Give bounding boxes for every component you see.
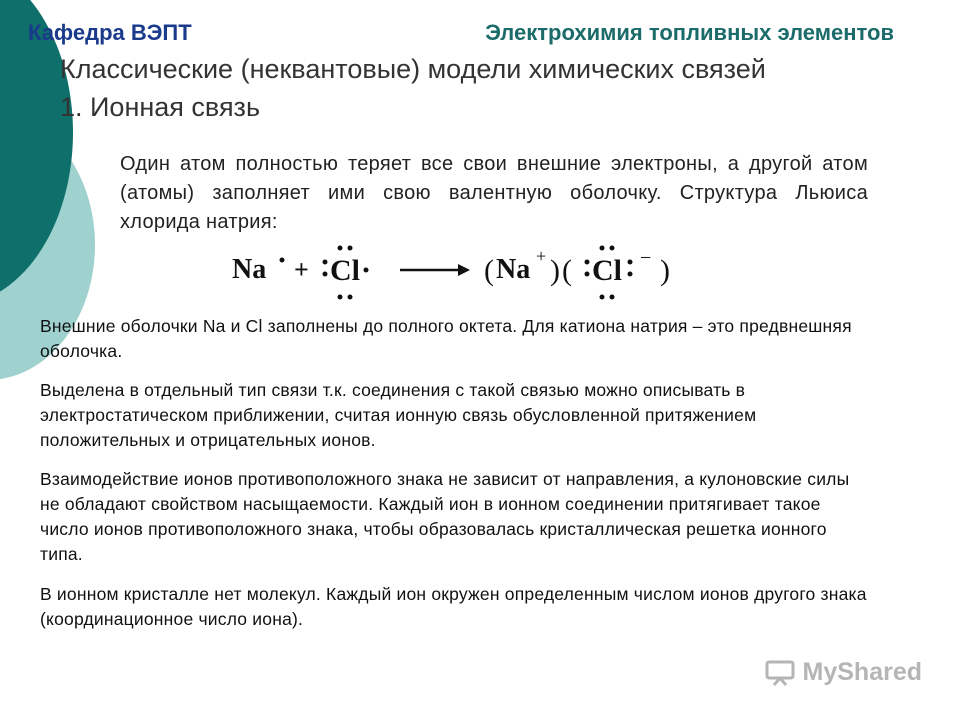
watermark-text: MyShared [802, 658, 922, 686]
na-ion-charge: + [536, 246, 547, 266]
paragraph: Внешние оболочки Na и Cl заполнены до полного октета. Для катиона натрия – это предвнешняя оболочка. [40, 316, 852, 361]
na-ion-symbol: Na [496, 254, 531, 285]
intro-text: Один атом полностью теряет все свои внешние электроны, а другой атом (атомы) заполняет ими свою валентную оболочку. Структура Льюиса хлорида натрия: [120, 153, 868, 233]
open-paren: ( [484, 254, 494, 287]
cl-ion-charge: − [640, 247, 652, 269]
na-symbol: Na [232, 254, 267, 285]
paragraph: В ионном кристалле нет молекул. Каждый ион окружен определенным числом ионов другого знака (координационное число иона). [40, 584, 867, 629]
slide-title: Классические (неквантовые) модели химических связей [60, 54, 766, 84]
plus-sign: + [294, 255, 309, 284]
course-topic: Электрохимия топливных элементов [485, 20, 894, 45]
department-name: Кафедра ВЭПТ [28, 20, 192, 45]
watermark [765, 658, 922, 687]
paragraph: Взаимодействие ионов противоположного знака не зависит от направления, а кулоновские силы не обладают свойством насыщаемости. Каждый ион в ионном соединении притягивает такое число ионов противоположного знака, чтобы образовалась кристаллическая решетка ионного типа. [40, 469, 850, 564]
paragraph: Выделена в отдельный тип связи т.к. соединения с такой связью можно описывать в электростатическом приближении, считая ионную связь обусловленной притяжением положительных и отрицательных ионов. [40, 380, 757, 450]
cl-ion-symbol: Cl [592, 254, 622, 287]
projector-screen-icon [765, 660, 795, 686]
open-paren: ( [562, 254, 572, 287]
cl-symbol: Cl [330, 254, 360, 287]
close-paren: ) [660, 254, 670, 287]
close-paren: ) [550, 254, 560, 287]
lewis-structure-formula [230, 240, 680, 306]
valence-electron-dot [280, 258, 285, 263]
reaction-arrow [400, 264, 470, 276]
slide-subtitle: 1. Ионная связь [60, 92, 261, 122]
